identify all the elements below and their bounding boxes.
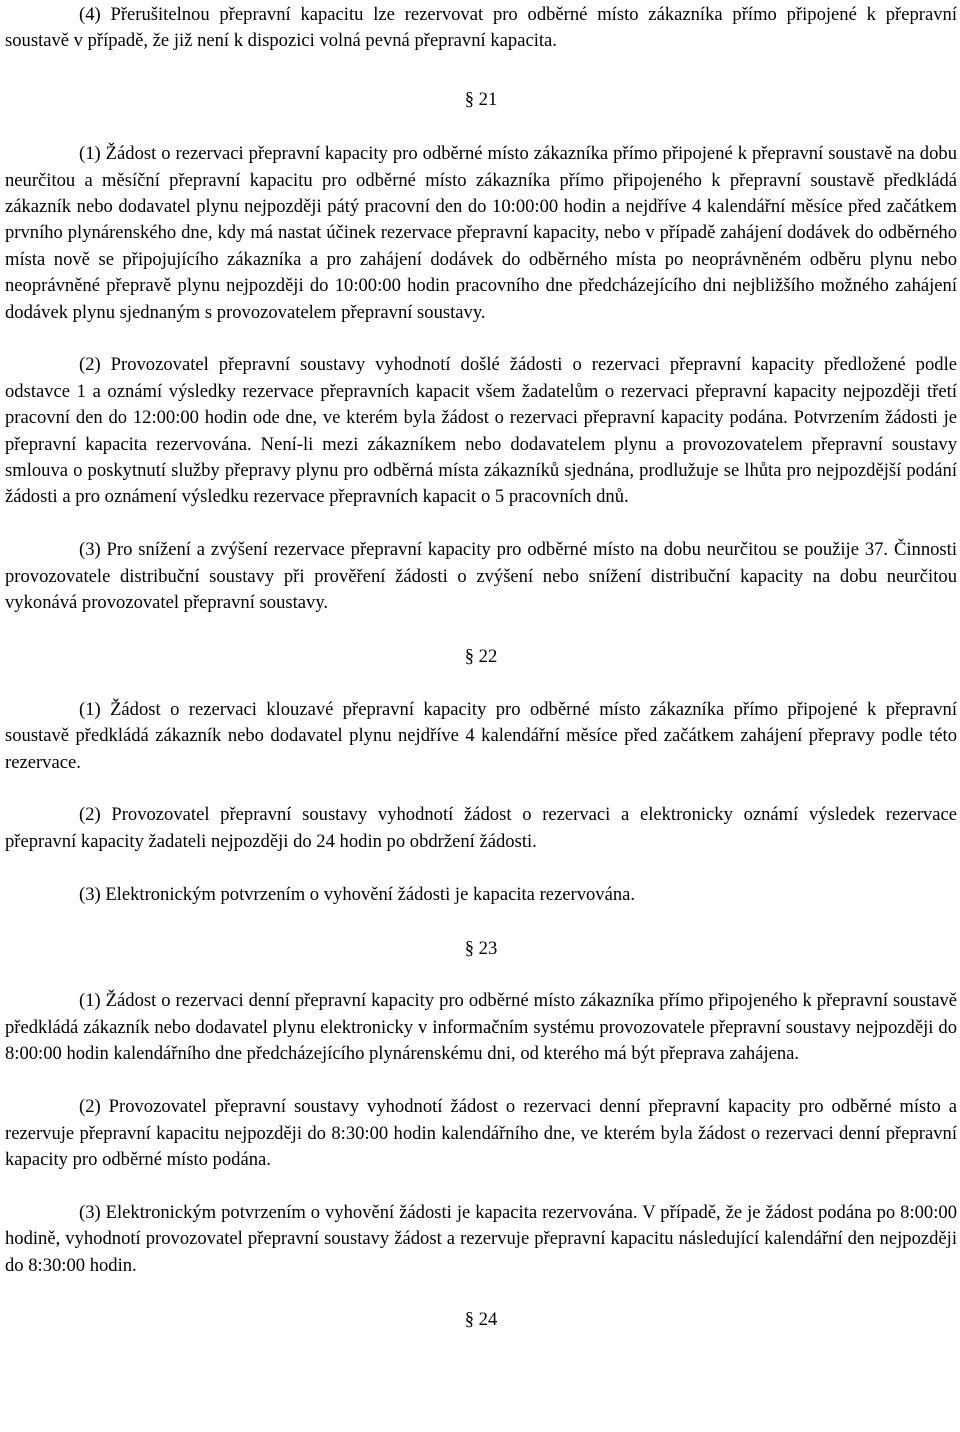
- section-23-heading-block: [5, 908, 957, 988]
- section-mark-21: § 21: [464, 88, 498, 110]
- s22-paragraph-2: (2) Provozovatel přepravní soustavy vyhodnotí žádost o rezervaci a elektronicky oznámí výsledek rezervace přepravní kapacity žadateli nejpozději do 24 hodin po obdržení žádosti.: [5, 804, 957, 852]
- s23-paragraph-3: (3) Elektronickým potvrzením o vyhovění žádosti je kapacita rezervována. V případě, že je žádost podána po 8:00:00 hodině, vyhodnotí provozovatel přepravní soustavy žádost a rezervuje přepravní kapacitu následující kalendářní den nejpozději do 8:30:00 hodin.: [5, 1201, 957, 1276]
- section-mark-22: § 22: [464, 646, 498, 668]
- section-mark-24: § 24: [464, 1308, 498, 1330]
- spacer: [5, 855, 957, 881]
- s21-paragraph-3: (3) Pro snížení a zvýšení rezervace přepravní kapacity pro odběrné místo na dobu neurčitou se použije 37. Činnosti provozovatele distribuční soustavy při prověření žádosti o zvýšení nebo snížení distribuční kapacity na dobu neurčitou vykonává provozovatel přepravní soustavy.: [5, 539, 957, 614]
- s22-paragraph-3: (3) Elektronickým potvrzením o vyhovění žádosti je kapacita rezervována.: [79, 883, 636, 905]
- s23-paragraph-1: (1) Žádost o rezervaci denní přepravní kapacity pro odběrné místo zákazníka přímo připojeného k přepravní soustavě předkládá zákazník nebo dodavatel plynu elektronicky v informačním systému provozovatele přepravní soustavy nejpozději do 8:00:00 hodin kalendářního dne předcházejícího plynárenskému dni, od kterého má být přeprava zahájena.: [5, 990, 957, 1065]
- s21-paragraph-2: (2) Provozovatel přepravní soustavy vyhodnotí došlé žádosti o rezervaci přepravní kapacity předložené podle odstavce 1 a oznámí výsledky rezervace přepravních kapacit všem žadatelům o rezervaci přepravní kapacity nejpozději třetí pracovní den do 12:00:00 hodin ode dne, ve kterém byla žádost o rezervaci přepravní kapacity podána. Potvrzením žádosti je přepravní kapacita rezervována. Není-li mezi zákazníkem nebo dodavatelem plynu a provozovatelem přepravní soustavy smlouva o poskytnutí služby přepravy plynu pro odběrná místa zákazníků sjednána, prodlužuje se lhůta pro nejpozdější podání žádosti a pro oznámení výsledku rezervace přepravních kapacit o 5 pracovních dnů.: [5, 354, 957, 508]
- s22-paragraph-1: (1) Žádost o rezervaci klouzavé přepravní kapacity pro odběrné místo zákazníka přímo připojené k přepravní soustavě předkládá zákazník nebo dodavatel plynu nejdříve 4 kalendářní měsíce před začátkem zahájení přepravy podle této rezervace.: [5, 698, 957, 773]
- document-page: [5, 2, 957, 1333]
- spacer: [5, 326, 957, 352]
- paragraph-4: (4) Přerušitelnou přepravní kapacitu lze rezervovat pro odběrné místo zákazníka přímo připojené k přepravní soustavě v případě, že již není k dispozici volná pevná přepravní kapacita.: [5, 4, 957, 52]
- spacer: [5, 1068, 957, 1094]
- section-mark-23: § 23: [464, 938, 498, 960]
- s23-paragraph-2: (2) Provozovatel přepravní soustavy vyhodnotí žádost o rezervaci denní přepravní kapacity pro odběrné místo a rezervuje přepravní kapacitu nejpozději do 8:30:00 hodin kalendářního dne, ve kterém byla žádost o rezervaci denní přepravní kapacity pro odběrné místo podána.: [5, 1096, 957, 1170]
- spacer: [5, 511, 957, 537]
- spacer: [5, 776, 957, 802]
- s21-paragraph-1: (1) Žádost o rezervaci přepravní kapacity pro odběrné místo zákazníka přímo připojené k přepravní soustavě na dobu neurčitou a měsíční přepravní kapacitu pro odběrné místo zákazníka přímo připojeného k přepravní soustavě předkládá zákazník nebo dodavatel plynu nejpozději pátý pracovní den do 10:00:00 hodin a nejdříve 4 kalendářní měsíce před začátkem prvního plynárenského dne, kdy má nastat účinek rezervace přepravní kapacity, nebo v případě zahájení dodávek do odběrného místa nově se připojujícího zákazníka a pro zahájení dodávek do odběrného místa po neoprávněném odběru plynu nebo neoprávněné přepravě plynu nejpozději do 10:00:00 hodin pracovního dne předcházejícího dni nejbližšího možného zahájení dodávek plynu sjednaným s provozovatelem přepravní soustavy.: [5, 143, 957, 323]
- spacer: [5, 1173, 957, 1199]
- section-24-heading-block: [5, 1279, 957, 1333]
- section-21-heading-block: [5, 55, 957, 141]
- section-22-heading-block: [5, 616, 957, 696]
